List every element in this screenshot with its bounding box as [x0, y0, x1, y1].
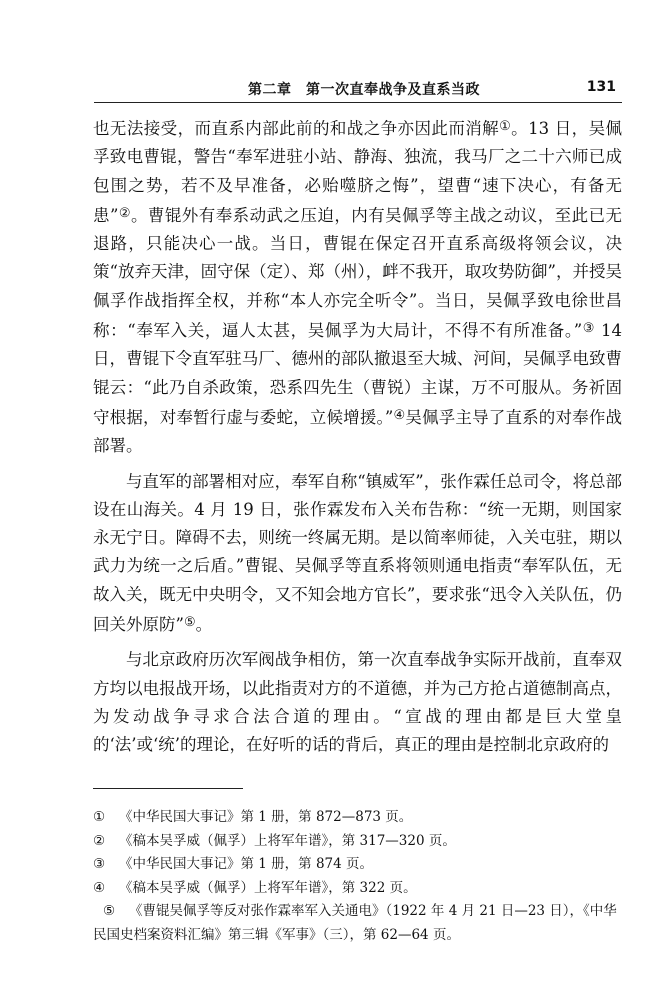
footnote-ref-3[interactable]: ③ [582, 321, 596, 337]
footnote-2 [93, 830, 622, 854]
footnote-number: ④ [93, 879, 106, 896]
paragraph-2 [93, 468, 622, 640]
footnote-ref-4[interactable]: ④ [393, 407, 406, 423]
paragraph-3 [93, 646, 622, 759]
footnote-1 [93, 806, 622, 830]
footnote-number: ② [93, 832, 106, 849]
footnote-ref-2[interactable]: ② [118, 205, 131, 221]
footnote-number: ① [93, 809, 106, 825]
paragraph-1 [93, 113, 622, 461]
paragraph-1-text-e: 吴佩孚主导了直系的对奉作战部署。 [93, 407, 623, 456]
paragraph-3-text: 与北京政府历次军阀战争相仿，第一次直奉战争实际开战前，直奉双方均以电报战开场，以此指责对方的不道德，并为己方抢占道德制高点，为发动战争寻求合法合道的理由。“宣战的理由都是巨大堂皇的‘法’或‘统’的理论，在好听的话的背后，真正的理由是控制北京政府的 [93, 650, 622, 755]
header-rule [94, 102, 622, 103]
page-number: 131 [586, 79, 616, 95]
paragraph-1-text-c: 。曹锟外有奉系动武之压迫，内有吴佩孚等主战之动议，至此已无退路，只能决心一战。当日，曹锟在保定召开直系高级将领会议，决策“放弃天津，固守保（定）、郑（州），衅不我开，取攻势防御”，并授吴佩孚作战指挥全权，并称“本人亦完全听令”。当日，吴佩孚致电徐世昌称：“奉军入关，逼人太甚，吴佩孚为大局计，不得不有所准备。” [93, 205, 623, 341]
paragraph-2-text-b: 。 [195, 615, 213, 635]
paragraph-1-text-b: 。13 日，吴佩孚致电曹锟，警告“奉军进驻小站、静海、独流，我马厂之二十六师已成包围之势，若不及早准备，必贻噬脐之悔”，望曹“速下决心，有备无患” [93, 119, 622, 225]
footnote-text: 《中华民国大事记》第 1 册，第 874 页。 [119, 856, 374, 873]
paragraph-1-text-d: 14 日，曹锟下令直军驻马厂、德州的部队撤退至大城、河间，吴佩孚电致曹锟云：“此乃自杀政策，恐系四先生（曹锐）主谋，万不可服从。务祈固守根据，对奉暂行虚与委蛇，立候增援。” [93, 321, 622, 427]
footnote-rule [93, 788, 243, 789]
footnote-ref-5[interactable]: ⑤ [183, 615, 196, 631]
running-title: 第二章 第一次直奉战争及直系当政 [248, 82, 480, 98]
footnote-text: 《稿本吴孚威（佩孚）上将军年谱》，第 322 页。 [119, 879, 417, 896]
footnote-text: 《稿本吴孚威（佩孚）上将军年谱》，第 317—320 页。 [119, 832, 456, 849]
footnote-5 [93, 900, 622, 947]
paragraph-2-text-a: 与直军的部署相对应，奉军自称“镇威军”，张作霖任总司令，将总部设在山海关。4 月 19 日，张作霖发布入关布告称：“统一无期，则国家永无宁日。障碍不去，则统一终属无期。是以简率师徒，入关屯驻，期以武力为统一之后盾。”曹锟、吴佩孚等直系将领则通电指责“奉军队伍，无故入关，既无中央明令，又不知会地方官长”，要求张“迅令入关队伍，仍回关外原防” [93, 471, 622, 635]
body-text [93, 113, 622, 760]
footnote-text: 《中华民国大事记》第 1 册，第 872—873 页。 [119, 809, 413, 825]
footnote-number: ③ [93, 856, 106, 873]
footnote-number: ⑤ [103, 903, 116, 920]
footnote-3 [93, 853, 622, 877]
running-header [94, 76, 618, 102]
footnote-4 [93, 877, 622, 901]
footnotes [93, 806, 622, 948]
footnote-ref-1[interactable]: ① [499, 119, 512, 134]
footnote-text: 《曹锟吴佩孚等反对张作霖率军入关通电》（1922 年 4 月 21 日—23 日），《中华民国史档案资料汇编》第三辑《军事》（三），第 62—64 页。 [93, 903, 617, 943]
paragraph-1-text-a: 也无法接受，而直系内部此前的和战之争亦因此而消解 [93, 119, 500, 138]
